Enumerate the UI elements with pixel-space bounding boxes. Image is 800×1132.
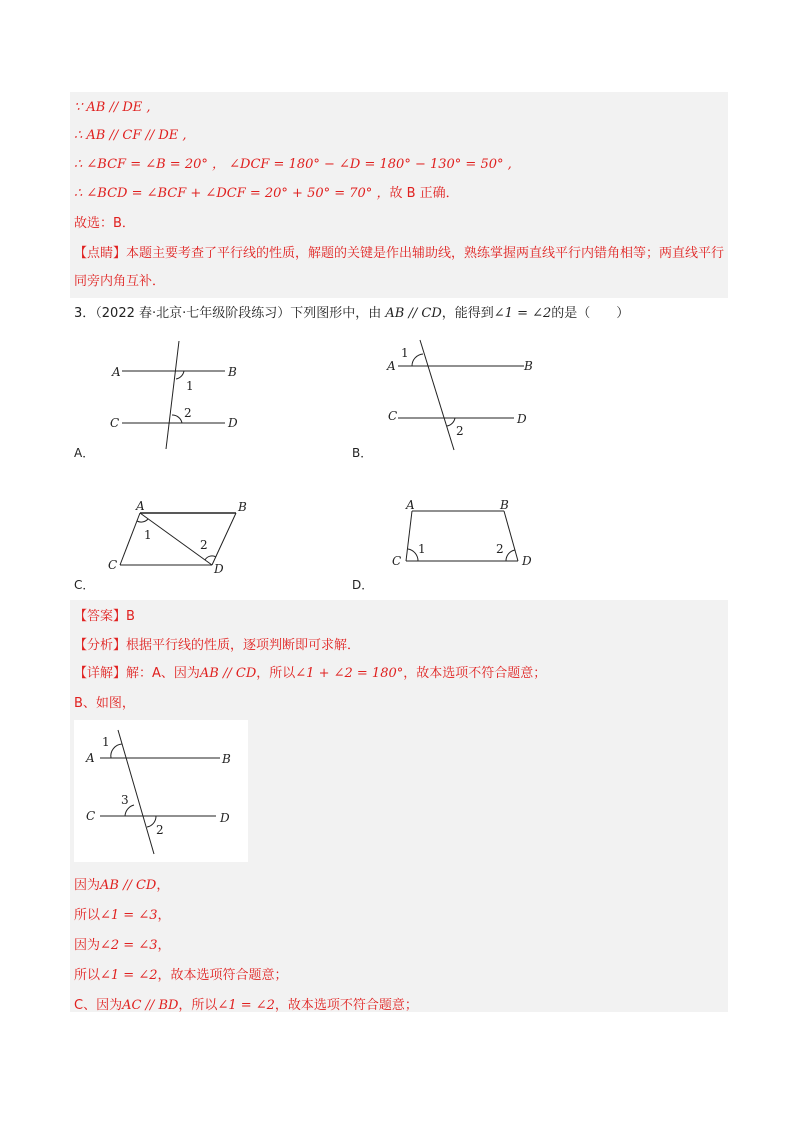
figure-d bbox=[384, 497, 544, 579]
label-2: 2 bbox=[496, 542, 504, 556]
question-stem: 3．（2022 春·北京·七年级阶段练习）下列图形中，由 AB // CD，能得到∠1 = ∠2的是（ ） bbox=[74, 306, 630, 321]
detail-b-step-4: 所以∠1 = ∠2，故本选项符合题意； bbox=[74, 968, 288, 983]
detail-b-step-1: 因为AB // CD， bbox=[74, 878, 170, 893]
label-c: C bbox=[110, 416, 120, 430]
figure-b bbox=[384, 338, 544, 453]
label-b: B bbox=[222, 752, 231, 766]
angle-2-arc bbox=[147, 816, 156, 827]
angle-1-arc bbox=[137, 519, 148, 522]
label-a: A bbox=[112, 365, 121, 379]
angle-1-arc bbox=[412, 354, 423, 366]
angle-1-arc bbox=[176, 371, 184, 379]
angle-2-arc bbox=[172, 415, 182, 423]
label-b: B bbox=[238, 500, 247, 514]
figure-a bbox=[100, 335, 260, 455]
transversal bbox=[166, 341, 179, 449]
label-b: B bbox=[524, 359, 533, 373]
key-point-note: 【点睛】本题主要考查了平行线的性质，解题的关键是作出辅助线，熟练掌握两直线平行内错角相等；两直线平行同旁内角互补． bbox=[74, 246, 725, 289]
solution-line-4: ∴ ∠BCD = ∠BCF + ∠DCF = 20° + 50° = 70° ，故 B 正确． bbox=[74, 186, 459, 201]
label-d: D bbox=[228, 416, 238, 430]
label-1: 1 bbox=[401, 346, 409, 360]
angle-2-arc bbox=[506, 550, 515, 561]
solution-line-3: ∴ ∠BCF = ∠B = 20° ， ∠DCF = 180° − ∠D = 180° − 130° = 50° , bbox=[74, 157, 512, 172]
label-2: 2 bbox=[184, 406, 192, 420]
label-d: D bbox=[214, 562, 224, 576]
option-a-label: A． bbox=[74, 446, 95, 460]
figure-c bbox=[100, 497, 260, 579]
angle-1-arc bbox=[408, 549, 418, 561]
label-1: 1 bbox=[102, 735, 110, 749]
option-b-label: B． bbox=[352, 446, 373, 460]
label-d: D bbox=[517, 412, 527, 426]
label-a: A bbox=[406, 498, 415, 512]
label-b: B bbox=[500, 498, 509, 512]
label-c: C bbox=[392, 554, 402, 568]
transversal bbox=[118, 730, 154, 854]
angle-1-arc bbox=[111, 744, 122, 758]
choose-line: 故选：B． bbox=[74, 216, 135, 231]
label-d: D bbox=[522, 554, 532, 568]
analysis-line: 【分析】根据平行线的性质，逐项判断即可求解． bbox=[74, 638, 361, 653]
answer-line: 【答案】B bbox=[74, 609, 135, 624]
detail-b-step-2: 所以∠1 = ∠3， bbox=[74, 908, 171, 923]
answer-figure bbox=[74, 720, 248, 862]
detail-b-step-3: 因为∠2 = ∠3， bbox=[74, 938, 171, 953]
label-1: 1 bbox=[418, 542, 426, 556]
label-2: 2 bbox=[156, 823, 164, 837]
label-c: C bbox=[86, 809, 96, 823]
label-a: A bbox=[86, 751, 95, 765]
angle-2-arc bbox=[447, 418, 455, 426]
label-c: C bbox=[108, 558, 118, 572]
label-b: B bbox=[228, 365, 237, 379]
label-a: A bbox=[387, 359, 396, 373]
option-c-label: C． bbox=[74, 578, 95, 592]
transversal bbox=[420, 340, 454, 450]
option-d-label: D． bbox=[352, 578, 374, 592]
solution-line-2: ∴ AB // CF // DE , bbox=[74, 128, 187, 143]
label-3: 3 bbox=[121, 793, 129, 807]
detail-c-line: C、因为AC // BD，所以∠1 = ∠2，故本选项不符合题意； bbox=[74, 998, 418, 1013]
label-2: 2 bbox=[456, 424, 464, 438]
label-d: D bbox=[220, 811, 230, 825]
label-2: 2 bbox=[200, 538, 208, 552]
detail-line-a: 【详解】解：A、因为AB // CD，所以∠1 + ∠2 = 180°，故本选项不符合题意； bbox=[74, 666, 547, 681]
solution-line-1: ∵ AB // DE , bbox=[74, 100, 151, 115]
label-1: 1 bbox=[186, 379, 194, 393]
detail-b-intro: B、如图， bbox=[74, 696, 135, 711]
label-c: C bbox=[388, 409, 398, 423]
label-1: 1 bbox=[144, 528, 152, 542]
label-a: A bbox=[136, 499, 145, 513]
